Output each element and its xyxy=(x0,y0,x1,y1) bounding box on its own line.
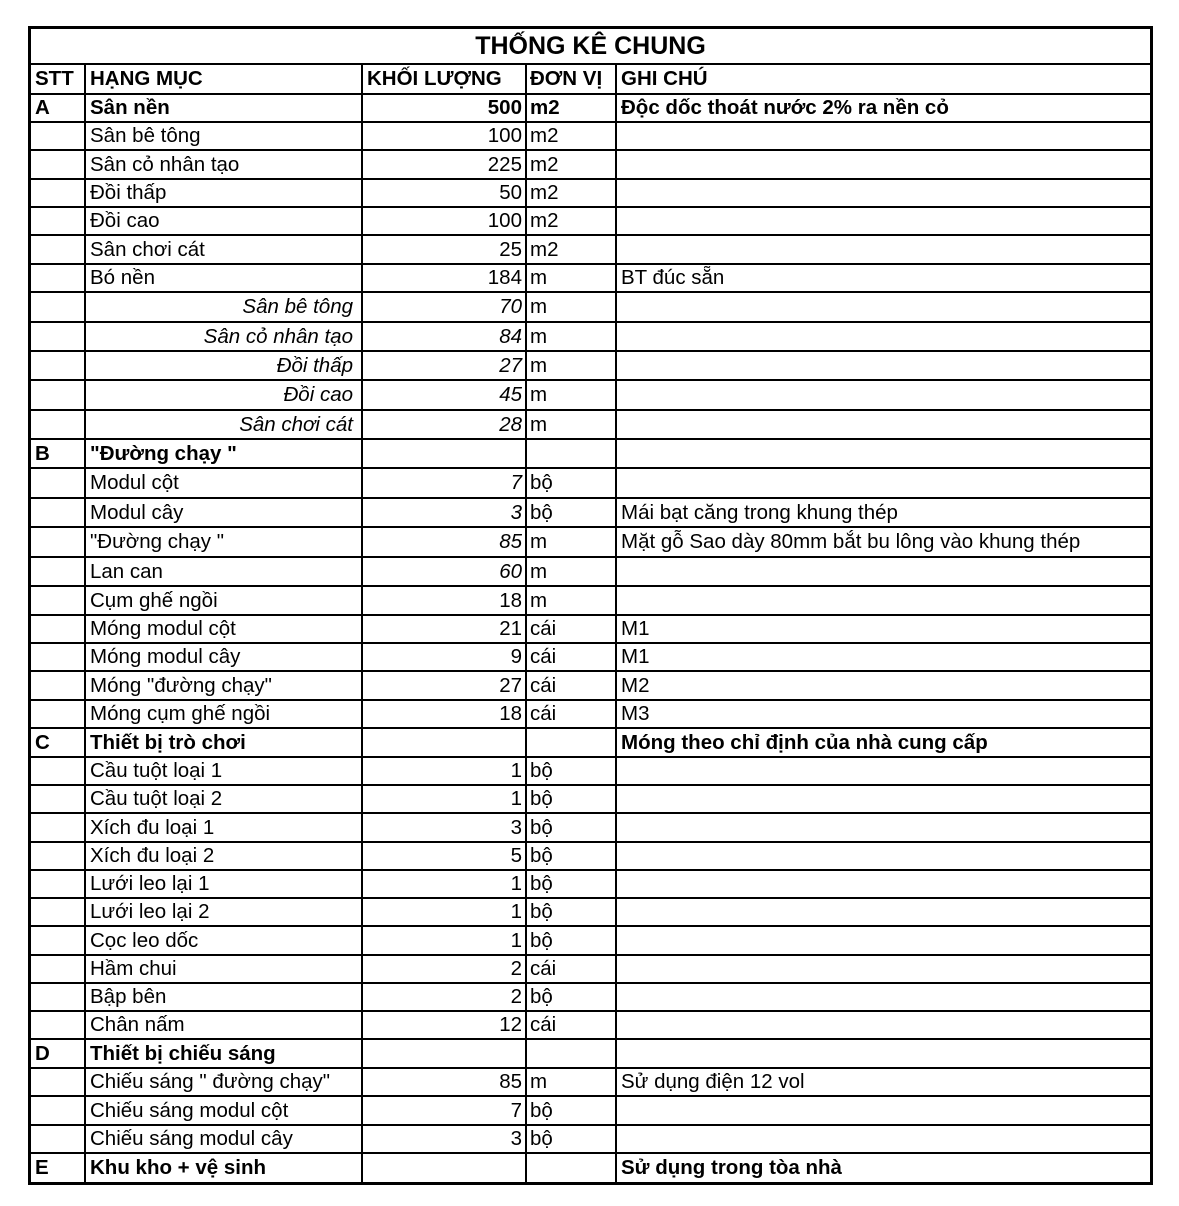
cell-item: Hầm chui xyxy=(86,956,363,982)
cell-quantity xyxy=(363,1040,527,1067)
cell-quantity xyxy=(363,1154,527,1182)
cell-quantity: 28 xyxy=(363,411,527,438)
cell-note xyxy=(617,411,1150,438)
cell-note: M2 xyxy=(621,673,650,697)
cell-stt xyxy=(31,469,86,497)
cell-unit xyxy=(527,729,617,756)
cell-item: Sân chơi cát xyxy=(86,236,363,263)
cell-item: Lan can xyxy=(86,558,363,585)
table-row xyxy=(31,411,1150,440)
table-row xyxy=(31,151,1150,180)
cell-note xyxy=(617,180,1150,206)
table-row xyxy=(31,469,1150,499)
cell-unit xyxy=(527,1040,617,1067)
cell-note xyxy=(617,587,1150,614)
cell-item: Cụm ghế ngồi xyxy=(86,587,363,614)
cell-stt: A xyxy=(31,95,86,121)
cell-quantity: 100 xyxy=(363,123,527,149)
cell-unit: m xyxy=(527,352,617,379)
cell-stt xyxy=(31,293,86,321)
cell-unit: cái xyxy=(527,644,617,670)
cell-unit: m xyxy=(527,587,617,614)
cell-item: Sân cỏ nhân tạo xyxy=(86,151,363,178)
cell-item: Modul cây xyxy=(86,499,363,526)
cell-note xyxy=(617,208,1150,234)
cell-quantity: 45 xyxy=(363,381,527,409)
cell-item: Đồi thấp xyxy=(86,180,363,206)
cell-item: Lưới leo lại 1 xyxy=(86,871,363,897)
cell-item: "Đường chạy " xyxy=(86,440,363,467)
cell-unit: m xyxy=(527,528,617,556)
cell-item: Cầu tuột loại 2 xyxy=(86,786,363,812)
cell-unit: m2 xyxy=(527,180,617,206)
cell-unit: bộ xyxy=(527,786,617,812)
cell-stt xyxy=(31,672,86,699)
cell-quantity xyxy=(363,729,527,756)
cell-stt xyxy=(31,123,86,149)
cell-unit: m xyxy=(527,293,617,321)
cell-stt xyxy=(31,558,86,585)
cell-note xyxy=(617,123,1150,149)
cell-unit: m xyxy=(527,323,617,350)
cell-note xyxy=(617,786,1150,812)
cell-item: Xích đu loại 1 xyxy=(86,814,363,841)
table-row xyxy=(31,1069,1150,1097)
cell-item: Chiếu sáng " đường chạy" xyxy=(86,1069,363,1095)
cell-item: Đồi cao xyxy=(86,208,363,234)
cell-quantity: 60 xyxy=(363,558,527,585)
cell-item: Bập bên xyxy=(86,984,363,1010)
header-unit: ĐƠN VỊ xyxy=(527,65,617,93)
cell-item: Khu kho + vệ sinh xyxy=(86,1154,363,1182)
table-row xyxy=(31,814,1150,843)
cell-item: Sân cỏ nhân tạo xyxy=(86,323,363,350)
cell-quantity: 3 xyxy=(363,1126,527,1152)
cell-note xyxy=(617,558,1150,585)
cell-quantity xyxy=(363,440,527,467)
cell-unit: cái xyxy=(527,672,617,699)
cell-quantity: 2 xyxy=(363,984,527,1010)
table-row xyxy=(31,871,1150,899)
table-row xyxy=(31,293,1150,323)
table-row xyxy=(31,1126,1150,1154)
cell-note xyxy=(617,814,1150,841)
cell-quantity: 184 xyxy=(363,265,527,291)
cell-quantity: 21 xyxy=(363,616,527,642)
section-row xyxy=(31,1040,1150,1069)
cell-note: M1 xyxy=(621,617,650,640)
cell-unit: bộ xyxy=(527,843,617,869)
cell-unit: bộ xyxy=(527,899,617,925)
cell-item: Xích đu loại 2 xyxy=(86,843,363,869)
cell-stt xyxy=(31,927,86,954)
cell-unit: cái xyxy=(527,701,617,727)
cell-stt xyxy=(31,265,86,291)
cell-quantity: 85 xyxy=(363,528,527,556)
cell-note xyxy=(617,151,1150,178)
cell-quantity: 27 xyxy=(363,672,527,699)
cell-unit: m2 xyxy=(527,236,617,263)
cell-stt xyxy=(31,180,86,206)
table-row xyxy=(31,616,1150,644)
table-row xyxy=(31,208,1150,236)
cell-unit: m xyxy=(527,265,617,291)
cell-note: Mặt gỗ Sao dày 80mm bắt bu lông vào khung thép xyxy=(621,530,1081,553)
cell-unit: bộ xyxy=(527,758,617,784)
cell-unit: bộ xyxy=(527,499,617,526)
cell-quantity: 18 xyxy=(363,701,527,727)
cell-unit: m xyxy=(527,558,617,585)
cell-note xyxy=(617,469,1150,497)
cell-note: Sử dụng điện 12 vol xyxy=(621,1070,805,1093)
cell-stt xyxy=(31,411,86,438)
cell-item: Sân bê tông xyxy=(86,293,363,321)
table-row xyxy=(31,352,1150,381)
cell-note xyxy=(617,927,1150,954)
cell-unit: m2 xyxy=(527,208,617,234)
cell-unit xyxy=(527,440,617,467)
cell-stt xyxy=(31,323,86,350)
section-row xyxy=(31,729,1150,758)
cell-quantity: 225 xyxy=(363,151,527,178)
section-row xyxy=(31,1154,1150,1182)
cell-note xyxy=(617,956,1150,982)
cell-stt xyxy=(31,814,86,841)
cell-note xyxy=(617,236,1150,263)
table-row xyxy=(31,1097,1150,1126)
cell-item: Modul cột xyxy=(86,469,363,497)
table-row xyxy=(31,956,1150,984)
cell-unit: bộ xyxy=(527,1097,617,1124)
table-row xyxy=(31,701,1150,729)
cell-quantity: 84 xyxy=(363,323,527,350)
cell-stt xyxy=(31,899,86,925)
table-row xyxy=(31,123,1150,151)
cell-unit: bộ xyxy=(527,984,617,1010)
cell-stt xyxy=(31,644,86,670)
cell-unit: m2 xyxy=(527,95,617,121)
table-row xyxy=(31,558,1150,587)
statistics-table xyxy=(28,26,1153,1185)
header-quantity: KHỐI LƯỢNG xyxy=(363,65,527,93)
cell-unit: cái xyxy=(527,956,617,982)
table-row xyxy=(31,499,1150,528)
table-row xyxy=(31,323,1150,352)
cell-unit: m xyxy=(527,1069,617,1095)
cell-note xyxy=(617,381,1150,409)
cell-item: Bó nền xyxy=(86,265,363,291)
cell-note xyxy=(617,440,1150,467)
cell-quantity: 7 xyxy=(363,1097,527,1124)
cell-quantity: 500 xyxy=(363,95,527,121)
cell-note xyxy=(617,1040,1150,1067)
cell-stt xyxy=(31,1069,86,1095)
cell-note xyxy=(617,293,1150,321)
table-row xyxy=(31,984,1150,1012)
cell-stt xyxy=(31,956,86,982)
header-item: HẠNG MỤC xyxy=(86,65,363,93)
cell-note xyxy=(617,984,1150,1010)
cell-note: Sử dụng trong tòa nhà xyxy=(621,1156,842,1179)
cell-note: M3 xyxy=(621,702,650,725)
cell-stt: D xyxy=(31,1040,86,1067)
header-stt: STT xyxy=(31,65,86,93)
cell-stt: B xyxy=(31,440,86,467)
table-row xyxy=(31,927,1150,956)
cell-unit xyxy=(527,1154,617,1182)
cell-stt: E xyxy=(31,1154,86,1182)
cell-quantity: 5 xyxy=(363,843,527,869)
cell-quantity: 18 xyxy=(363,587,527,614)
cell-note: M1 xyxy=(621,645,650,668)
cell-stt xyxy=(31,843,86,869)
cell-note xyxy=(617,899,1150,925)
cell-note xyxy=(617,758,1150,784)
cell-quantity: 1 xyxy=(363,786,527,812)
cell-item: Chân nấm xyxy=(86,1012,363,1038)
cell-quantity: 2 xyxy=(363,956,527,982)
cell-quantity: 1 xyxy=(363,927,527,954)
cell-quantity: 3 xyxy=(363,499,527,526)
cell-unit: cái xyxy=(527,616,617,642)
cell-quantity: 1 xyxy=(363,758,527,784)
cell-item: Móng cụm ghế ngồi xyxy=(86,701,363,727)
cell-unit: cái xyxy=(527,1012,617,1038)
cell-item: Sân bê tông xyxy=(86,123,363,149)
table-title-row xyxy=(31,29,1150,65)
cell-quantity: 9 xyxy=(363,644,527,670)
cell-stt xyxy=(31,1126,86,1152)
table-row xyxy=(31,758,1150,786)
cell-item: Thiết bị chiếu sáng xyxy=(86,1040,363,1067)
table-row xyxy=(31,786,1150,814)
cell-unit: bộ xyxy=(527,927,617,954)
cell-note: Mái bạt căng trong khung thép xyxy=(621,500,898,524)
table-row xyxy=(31,1012,1150,1040)
cell-note xyxy=(617,1097,1150,1124)
header-note: GHI CHÚ xyxy=(621,67,708,90)
table-row xyxy=(31,528,1150,558)
cell-quantity: 1 xyxy=(363,899,527,925)
cell-stt xyxy=(31,1097,86,1124)
cell-stt xyxy=(31,984,86,1010)
cell-item: Sân chơi cát xyxy=(86,411,363,438)
cell-item: Móng modul cột xyxy=(86,616,363,642)
cell-quantity: 85 xyxy=(363,1069,527,1095)
section-row xyxy=(31,95,1150,123)
cell-item: Đồi cao xyxy=(86,381,363,409)
cell-stt xyxy=(31,499,86,526)
cell-unit: bộ xyxy=(527,469,617,497)
table-row xyxy=(31,265,1150,293)
cell-stt: C xyxy=(31,729,86,756)
cell-quantity: 100 xyxy=(363,208,527,234)
cell-item: "Đường chạy " xyxy=(86,528,363,556)
cell-stt xyxy=(31,528,86,556)
cell-item: Chiếu sáng modul cột xyxy=(86,1097,363,1124)
cell-unit: bộ xyxy=(527,871,617,897)
cell-note: Móng theo chỉ định của nhà cung cấp xyxy=(621,730,988,754)
cell-note xyxy=(617,1126,1150,1152)
cell-item: Móng modul cây xyxy=(86,644,363,670)
cell-unit: m xyxy=(527,411,617,438)
cell-item: Cọc leo dốc xyxy=(86,927,363,954)
cell-stt xyxy=(31,352,86,379)
table-row xyxy=(31,843,1150,871)
cell-stt xyxy=(31,1012,86,1038)
cell-stt xyxy=(31,758,86,784)
cell-note xyxy=(617,352,1150,379)
cell-stt xyxy=(31,786,86,812)
cell-item: Chiếu sáng modul cây xyxy=(86,1126,363,1152)
cell-stt xyxy=(31,701,86,727)
cell-unit: m xyxy=(527,381,617,409)
cell-quantity: 50 xyxy=(363,180,527,206)
cell-item: Đồi thấp xyxy=(86,352,363,379)
table-title: THỐNG KÊ CHUNG xyxy=(475,31,706,60)
cell-note: Độc dốc thoát nước 2% ra nền cỏ xyxy=(621,96,949,119)
cell-quantity: 27 xyxy=(363,352,527,379)
cell-unit: bộ xyxy=(527,1126,617,1152)
table-row xyxy=(31,587,1150,616)
table-row xyxy=(31,236,1150,265)
cell-note: BT đúc sẵn xyxy=(621,266,725,289)
cell-item: Sân nền xyxy=(86,95,363,121)
cell-quantity: 25 xyxy=(363,236,527,263)
cell-item: Móng "đường chạy" xyxy=(86,672,363,699)
cell-note xyxy=(617,871,1150,897)
cell-stt xyxy=(31,236,86,263)
cell-stt xyxy=(31,616,86,642)
cell-item: Cầu tuột loại 1 xyxy=(86,758,363,784)
cell-quantity: 12 xyxy=(363,1012,527,1038)
table-row xyxy=(31,381,1150,411)
table-row xyxy=(31,899,1150,927)
cell-stt xyxy=(31,381,86,409)
cell-unit: bộ xyxy=(527,814,617,841)
cell-quantity: 1 xyxy=(363,871,527,897)
cell-stt xyxy=(31,208,86,234)
header-row xyxy=(31,65,1150,95)
cell-stt xyxy=(31,587,86,614)
cell-item: Thiết bị trò chơi xyxy=(86,729,363,756)
cell-unit: m2 xyxy=(527,123,617,149)
cell-quantity: 3 xyxy=(363,814,527,841)
cell-note xyxy=(617,1012,1150,1038)
table-row xyxy=(31,672,1150,701)
cell-note xyxy=(617,323,1150,350)
cell-note xyxy=(617,843,1150,869)
table-row xyxy=(31,644,1150,672)
table-body xyxy=(31,95,1150,1182)
cell-quantity: 70 xyxy=(363,293,527,321)
cell-quantity: 7 xyxy=(363,469,527,497)
table-row xyxy=(31,180,1150,208)
cell-unit: m2 xyxy=(527,151,617,178)
section-row xyxy=(31,440,1150,469)
cell-stt xyxy=(31,151,86,178)
cell-item: Lưới leo lại 2 xyxy=(86,899,363,925)
cell-stt xyxy=(31,871,86,897)
